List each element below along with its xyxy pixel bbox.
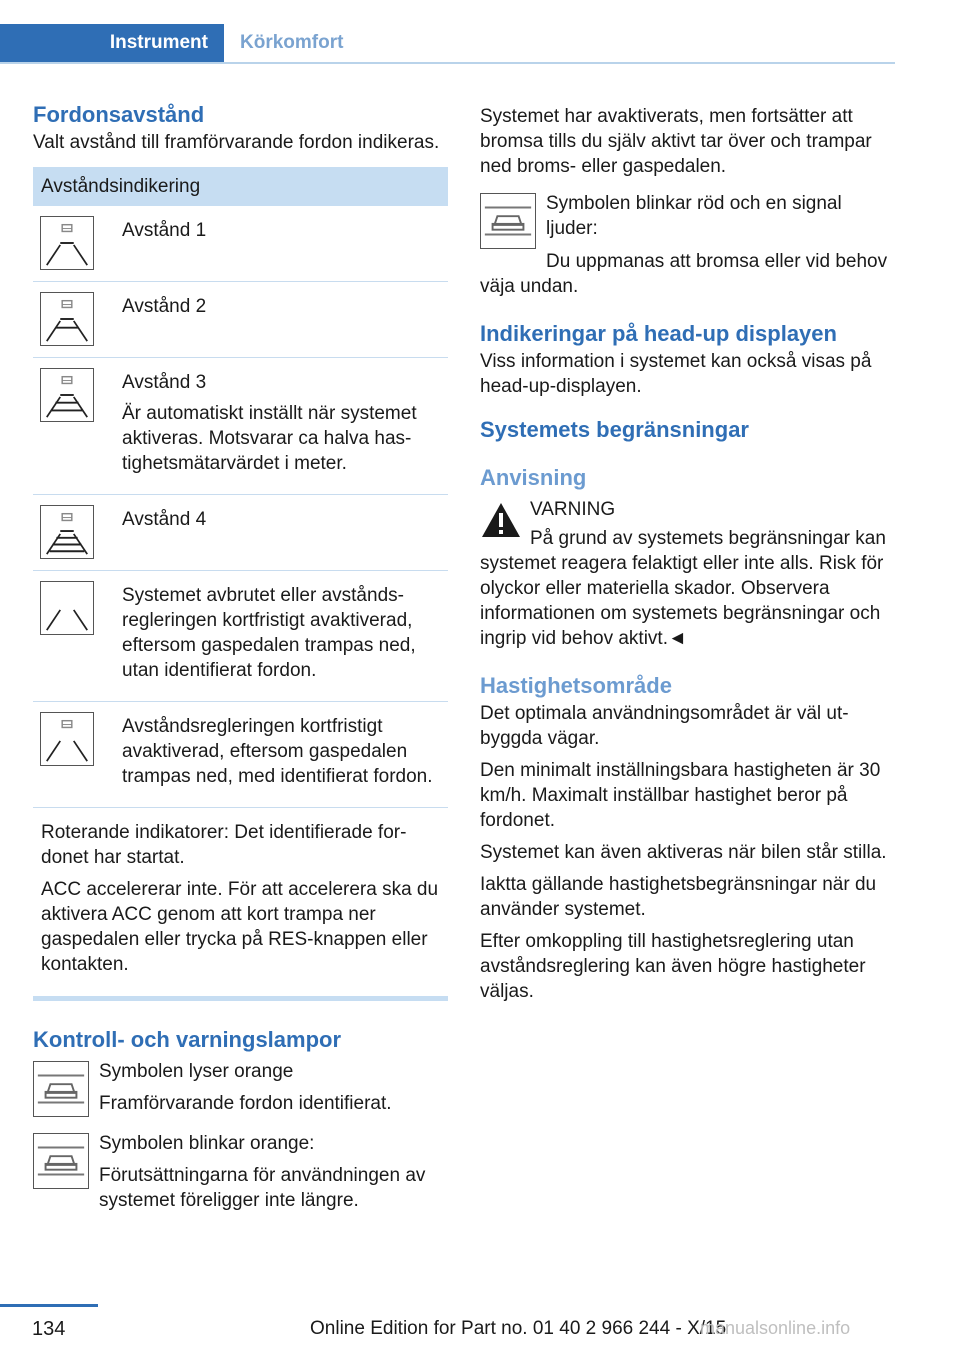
speed-paragraph: Det optimala användningsområdet är väl utbyggda vägar.	[480, 703, 849, 749]
lamp-text: Symbolen lyser orange	[99, 1061, 294, 1082]
car-lamp-icon	[480, 193, 536, 249]
table-row	[33, 282, 448, 358]
intro-text: Systemet har avaktiverats, men fortsätter att bromsa tills du själv aktivt tar över och trampar ned broms- eller gaspedalen.	[480, 106, 872, 177]
speed-title: Hastighetsområde	[480, 673, 672, 698]
warning-text: På grund av systemets begränsningar kan systemet reagera felaktigt eller inte alls. Risk för olyckor eller materiella skador. Observera informationen om systemets begränsningar och ingrip vid behov aktivt.◄	[480, 528, 886, 649]
lamp-text: Förutsättningarna för användningen av systemet föreligger inte längre.	[99, 1165, 426, 1211]
car-lamp-icon	[33, 1061, 89, 1117]
row-text: Avstånd 2	[122, 296, 207, 317]
car-lamp-icon	[33, 1133, 89, 1189]
watermark: manualsonline.info	[700, 1318, 851, 1338]
warning-block	[480, 497, 896, 522]
section-title-distance: Fordonsavstånd	[33, 102, 205, 127]
speed-paragraph: Efter omkoppling till hastighetsreglering utan avståndsreglering kan även högre hastigheter väljas.	[480, 931, 866, 1002]
distance-off-icon	[40, 581, 94, 635]
distance-1-icon	[40, 216, 94, 270]
distance-2-icon	[40, 292, 94, 346]
tab-korkomfort[interactable]: Körkomfort	[240, 32, 344, 53]
hud-text: Viss information i systemet kan också visas på head-up-displayen.	[480, 351, 872, 397]
row-text: Är automatiskt inställt när systemet aktiveras. Motsvarar ca halva hastighetsmätarvärdet i meter.	[122, 403, 417, 474]
table-header: Avståndsindikering	[33, 167, 448, 206]
footer-accent-bar	[0, 1304, 98, 1307]
right-column	[480, 104, 896, 1011]
page-number: 134	[32, 1318, 66, 1340]
table-footer	[33, 808, 448, 994]
row-text: Systemet avbrutet eller avståndsregleringen kortfristigt avaktiverad, eftersom gaspedalen trampas ned, utan identifierat fordon.	[122, 585, 416, 681]
speed-paragraph: Den minimalt inställningsbara hastigheten är 30 km/h. Maximalt inställbar hastighet beror på fordonet.	[480, 760, 881, 831]
lamp-text: Du uppmanas att bromsa eller vid behov väja undan.	[480, 251, 888, 297]
row-text: Avstånd 1	[122, 220, 207, 241]
lamp-row-orange	[33, 1059, 448, 1117]
row-text: Avstånd 3	[122, 372, 207, 393]
lamp-text: Framförvarande fordon identifierat.	[99, 1093, 392, 1114]
row-text: Avstånd 4	[122, 509, 207, 530]
table-row	[33, 702, 448, 808]
lamp-row-blinking	[33, 1131, 448, 1213]
distance-3-icon	[40, 368, 94, 422]
section-title-hud: Indikeringar på head-up displayen	[480, 321, 837, 346]
header-tabbar	[0, 24, 895, 64]
section-title-lamps: Kontroll- och varningslampor	[33, 1027, 342, 1052]
lamp-text: Symbolen blinkar röd och en signal ljuder:	[546, 193, 842, 239]
distance-off-vehicle-icon	[40, 712, 94, 766]
warning-triangle-icon	[480, 501, 522, 539]
note-title: Anvisning	[480, 465, 587, 490]
lamp-text: Symbolen blinkar orange:	[99, 1133, 315, 1154]
footer-text: Roterande indikatorer: Det identifierade fordonet har startat.	[41, 822, 407, 868]
intro-text: Valt avstånd till framförvarande fordon indikeras.	[33, 132, 440, 153]
table-row	[33, 495, 448, 571]
footer-text: ACC accelererar inte. För att accelerera ska du aktivera ACC genom att kort trampa ner gaspedalen eller trycka på RES-knappen eller kontakten.	[41, 879, 439, 975]
row-text: Avståndsregleringen kortfristigt avaktiverad, eftersom gaspedalen trampas ned, med identifierat fordon.	[122, 716, 433, 787]
table-row	[33, 358, 448, 495]
table-end-divider	[33, 996, 448, 1001]
left-column	[33, 100, 448, 1220]
table-row	[33, 206, 448, 282]
table-row	[33, 571, 448, 702]
edition-line: Online Edition for Part no. 01 40 2 966 244 - X/15	[310, 1318, 727, 1339]
speed-paragraph: Systemet kan även aktiveras när bilen står stilla.	[480, 842, 887, 863]
section-title-limits: Systemets begränsningar	[480, 417, 749, 442]
lamp-row-red	[480, 191, 896, 249]
tab-instrument[interactable]: Instrument	[0, 24, 224, 62]
warning-label: VARNING	[530, 499, 616, 520]
distance-4-icon	[40, 505, 94, 559]
speed-paragraph: Iaktta gällande hastighetsbegränsningar när du använder systemet.	[480, 874, 877, 920]
